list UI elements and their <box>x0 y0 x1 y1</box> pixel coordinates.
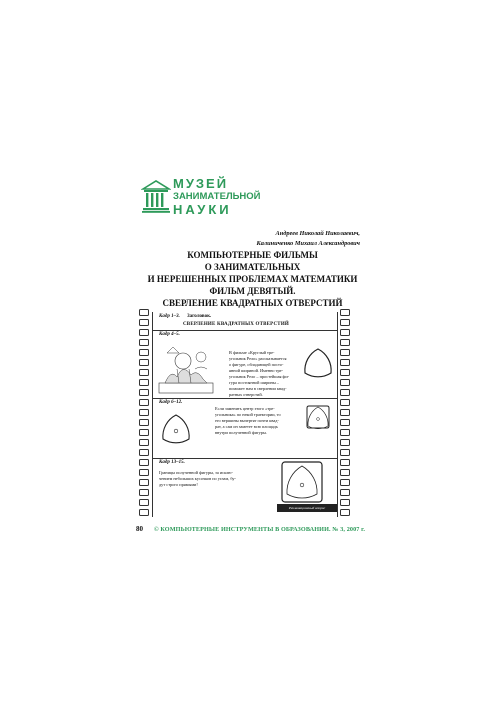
frame-3 <box>153 398 337 459</box>
frame-2-text-line: поможет нам в сверлении квад- <box>229 386 287 391</box>
film-perforation <box>139 319 149 326</box>
film-perforation <box>340 499 350 506</box>
frame-3-text-line: угольника» по некой траектории, то <box>215 412 281 417</box>
film-perforation <box>340 429 350 436</box>
logo-line-1: МУЗЕЙ <box>173 176 229 191</box>
film-perforation <box>139 339 149 346</box>
film-strip <box>152 312 338 517</box>
film-perforation <box>139 369 149 376</box>
frame-2-text-line: угольник Рело» рассказывается <box>229 356 287 361</box>
authors <box>256 229 360 249</box>
title-line-3: И НЕРЕШЕННЫХ ПРОБЛЕМАХ МАТЕМАТИКИ <box>147 274 358 284</box>
film-perforation <box>139 439 149 446</box>
film-perforation <box>340 379 350 386</box>
film-perforation <box>139 329 149 336</box>
frame-4 <box>153 458 337 517</box>
film-perforation <box>340 449 350 456</box>
film-perforation <box>340 309 350 316</box>
film-perforation <box>139 479 149 486</box>
logo-line-3: НАУКИ <box>173 202 232 217</box>
film-perforation <box>340 319 350 326</box>
museum-logo <box>141 176 261 217</box>
footer-journal-credit: © КОМПЬЮТЕРНЫЕ ИНСТРУМЕНТЫ В ОБРАЗОВАНИИ. № 3, 2007 г. <box>154 526 366 533</box>
drill-square-hole-icon <box>279 460 325 504</box>
author-2: Калиниченко Михаил Александрович <box>256 240 360 247</box>
frame-4-text-line: чением небольших кусочков по углам, бу- <box>159 476 236 481</box>
film-perforation <box>139 499 149 506</box>
frame-2 <box>153 330 337 399</box>
title-line-4: ФИЛЬМ ДЕВЯТЫЙ. <box>209 286 296 296</box>
film-perforation <box>340 369 350 376</box>
frame-4-text-line: Границы полученной фигуры, за исклю- <box>159 470 233 475</box>
film-perforation <box>139 489 149 496</box>
film-perforation <box>340 329 350 336</box>
title-line-5: СВЕРЛЕНИЕ КВАДРАТНЫХ ОТВЕРСТИЙ <box>162 298 343 308</box>
film-perforation <box>340 399 350 406</box>
film-perforation <box>340 469 350 476</box>
frame-1 <box>153 312 337 331</box>
reuleaux-triangle-with-center-icon <box>159 412 193 446</box>
frame-2-text-line: гура постоянной ширины – <box>229 380 279 385</box>
frame-3-text <box>215 406 281 436</box>
frame-3-text-line: его вершины вычертят почти квад- <box>215 418 279 423</box>
frame-4-text <box>159 470 236 488</box>
film-perforation <box>139 379 149 386</box>
square-with-triangle-icon <box>303 402 333 432</box>
film-perforation <box>340 339 350 346</box>
frame-2-text-line: ратных отверстий. <box>229 392 263 397</box>
logo-line-2: ЗАНИМАТЕЛЬНОЙ <box>173 191 261 202</box>
frame-2-text-line: о фигуре, обладающей посто- <box>229 362 284 367</box>
frame-2-text-line: угольник Рело – простейшая фи- <box>229 374 290 379</box>
film-perforation <box>139 449 149 456</box>
film-strip-right <box>337 309 352 519</box>
frame-2-text-line: В фильме «Круглый тре- <box>229 350 275 355</box>
frame-4-banner: Рекламационный вопрос <box>277 504 337 512</box>
film-strip-left <box>136 309 151 519</box>
film-perforation <box>139 389 149 396</box>
film-perforation <box>340 419 350 426</box>
frame-3-text-line: внутри полученной фигуры. <box>215 430 267 435</box>
museum-building-icon <box>141 179 171 213</box>
title-line-1: КОМПЬЮТЕРНЫЕ ФИЛЬМЫ <box>187 250 318 260</box>
author-1: Андреев Николай Николаевич, <box>275 230 360 237</box>
film-perforation <box>340 389 350 396</box>
page-number: 80 <box>136 525 143 533</box>
reuleaux-triangle-icon <box>301 346 335 380</box>
film-perforation <box>340 349 350 356</box>
film-perforation <box>340 479 350 486</box>
frame-1-heading: СВЕРЛЕНИЕ КВАДРАТНЫХ ОТВЕРСТИЙ <box>183 322 290 327</box>
frame-1-note: Заголовок. <box>187 314 212 319</box>
illustration-drawing-scene <box>157 339 217 395</box>
frame-3-text-line: Если заменить центр этого «тре- <box>215 406 275 411</box>
frame-1-label: Кадр 1–3. <box>159 314 180 319</box>
film-perforation <box>340 409 350 416</box>
film-perforation <box>340 459 350 466</box>
frame-2-text <box>229 350 289 398</box>
film-perforation <box>139 509 149 516</box>
film-perforation <box>139 399 149 406</box>
film-perforation <box>340 439 350 446</box>
film-perforation <box>139 469 149 476</box>
frame-3-text-line: рат, а сам он заметет всю площадь <box>215 424 278 429</box>
film-perforation <box>340 489 350 496</box>
film-perforation <box>139 359 149 366</box>
frame-4-text-line: дут строго прямыми! <box>159 482 198 487</box>
film-perforation <box>340 509 350 516</box>
frame-4-label: Кадр 13–15. <box>159 460 185 465</box>
film-perforation <box>139 349 149 356</box>
film-perforation <box>139 429 149 436</box>
title-line-2: О ЗАНИМАТЕЛЬНЫХ <box>204 262 301 272</box>
film-perforation <box>139 419 149 426</box>
frame-2-label: Кадр 4–5. <box>159 332 180 337</box>
film-perforation <box>139 409 149 416</box>
film-perforation <box>139 459 149 466</box>
frame-2-text-line: янной шириной. Именно тре- <box>229 368 284 373</box>
film-perforation <box>340 359 350 366</box>
article-title <box>130 249 375 309</box>
frame-3-label: Кадр 6–12. <box>159 400 183 405</box>
film-perforation <box>139 309 149 316</box>
